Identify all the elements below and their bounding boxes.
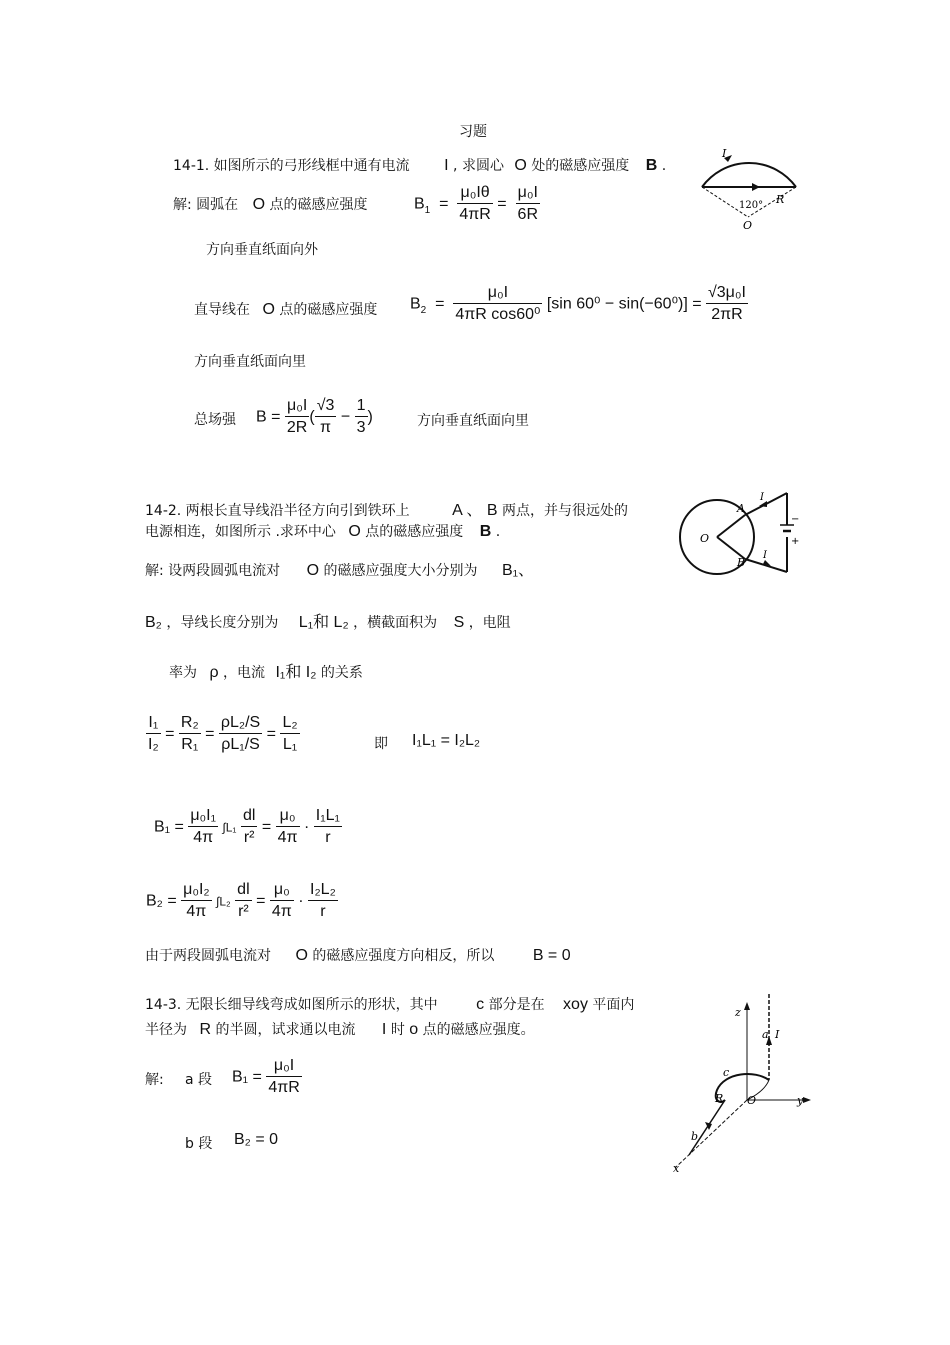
denominator: 3 [356,419,366,436]
segment-a-label: a 段 [185,1072,213,1088]
result: B = 0 [532,947,571,964]
label-o: O [743,219,753,232]
label-a: A [737,502,745,515]
line-text: 的半圆，试求通以电流 [215,1022,356,1038]
denominator: I₂ [148,736,159,753]
fraction [241,806,257,849]
var-b1: B₁、 [501,562,535,579]
numerator: μ₀I [285,396,309,417]
denominator: 4π [271,903,292,920]
line-text: 点的磁感应强度。 [422,1022,535,1038]
denominator: 4πR [459,206,491,223]
numerator: R₂ [179,713,201,734]
numerator: μ₀I₂ [181,880,212,901]
label-y: y [797,1094,804,1107]
direction-text: 方向垂直纸面向里 [417,413,529,429]
numerator: μ₀Iθ [457,183,493,204]
denominator: r [325,829,331,846]
denominator: r² [243,829,255,846]
denominator: 6R [517,206,538,223]
denominator: 4πR [268,1079,300,1096]
equation-total: B = $\frac{\text{μ₀I}}{2R}$ ( $\frac{√3}{\pi}$ − $\frac{1}{3}$ ) [256,396,373,439]
b1-lhs: B₁ = [154,818,184,836]
var-i: I [444,157,449,174]
numerator: I₁L₁ [314,806,342,827]
denominator: 4π [193,829,214,846]
sol-text: ，电流 [223,665,266,681]
x-axis [675,1100,747,1168]
line-text: 点的磁感应强度 [365,524,464,540]
axis-arrow-icon [803,1097,811,1103]
label-plus: + [791,536,800,547]
equation-b2: B₂ = $\frac{\text{μ₀I₂}}{4\pi}$ ∫L₂ $\frac{dl}{\text{r²}}$ = $\frac{\text{μ₀}}{4\pi}$ · $\frac{\text{I₂L₂}}{r}$ [146,880,338,923]
line-text: 点的磁感应强度 [279,302,378,318]
fraction [280,713,299,756]
var-o: O [295,947,308,964]
var-i: I₁和 I₂ [275,664,317,681]
numerator: I₁ [146,713,161,734]
label-b: B [737,556,746,569]
segment-b-label: b 段 [185,1136,213,1152]
denominator: 4π [277,829,298,846]
fraction [181,880,212,923]
arrow-icon [752,183,760,191]
fraction [457,183,493,226]
solution-line [145,557,534,580]
label-x: x [673,1162,680,1175]
denominator: L₁ [282,736,298,753]
var-s: S [453,614,465,631]
header-text: , 求圆心 [453,158,504,174]
sol-text: ，电阻 [468,615,511,631]
arc-wire [702,163,796,187]
figure-14-1 [690,145,810,235]
label-c: c [723,1066,730,1079]
label-o: O [747,1094,757,1107]
var-rho: ρ [209,664,219,681]
fraction [355,396,368,439]
numerator: μ₀I [516,183,540,204]
axis-arrow-icon [744,1002,750,1010]
header-text: 两点，并与很远处的 [501,503,628,519]
problem-14-3-line2 [145,1019,535,1039]
problem-14-2-header [145,497,628,520]
fraction [706,283,748,326]
sol-text: 率为 [169,665,197,681]
sol-text: 的关系 [320,665,363,681]
fraction [516,183,540,226]
numerator: μ₀ [276,806,300,827]
solution-line [145,609,511,632]
problem-14-1-header [173,155,666,175]
denominator: 2R [286,419,308,436]
label-r: R [715,1092,724,1105]
equation-b2: B₂ = 0 [234,1131,279,1148]
var-i: I [381,1021,387,1038]
var-b: B [645,157,658,174]
numerator: 1 [355,396,368,417]
fraction [188,806,218,849]
denominator: π [320,419,332,436]
fraction [270,880,294,923]
b1-lhs: B [414,195,425,213]
solution-line [169,659,363,682]
fraction [276,806,300,849]
line-text: 时 [390,1022,405,1038]
page-title: 习题 [459,124,487,140]
denominator: r [320,903,326,920]
header-text: 14-1. 如图所示的弓形线框中通有电流 [173,158,410,174]
label-i: I [775,1028,780,1041]
solution-label: 解: [145,1072,164,1088]
header-text: 14-2. 两根长直导线沿半径方向引到铁环上 [145,503,410,519]
b2-lhs: B₂ = [146,892,177,910]
denominator: 2πR [711,306,743,323]
numerator: μ₀I₁ [188,806,218,827]
header-text: 处的磁感应强度 [531,158,630,174]
numerator: I₂L₂ [308,880,338,901]
sol-text: 点的磁感应强度 [269,197,368,213]
label-z: z [735,1006,741,1019]
sol-text: 的磁感应强度大小分别为 [323,563,478,579]
denominator: R₁ [181,736,199,753]
numerator: √3 [315,396,337,417]
label-minus: − [791,514,800,525]
problem-14-3-header [145,994,634,1014]
direction-text: 方向垂直纸面向里 [194,354,306,370]
denominator: 4π [186,903,207,920]
wire-a [717,515,745,537]
total-label: 总场强 [194,412,236,428]
denominator: r² [238,903,249,920]
label-b: b [691,1130,699,1143]
sol-text: ，横截面积为 [353,615,438,631]
equation-b1 [232,1056,302,1099]
sol-text: ，导线长度分别为 [166,615,279,631]
figure-14-3 [665,990,815,1175]
b1-lhs: B₁ = [232,1068,262,1086]
var-b2: B₂ [145,614,162,631]
numerator: L₂ [280,713,299,734]
label-i: I [722,147,727,160]
bracket-expr: [sin 60⁰ − sin(−60⁰)] = [546,295,702,313]
var-o: O [306,562,320,579]
fraction [146,713,161,756]
numerator: μ₀ [270,880,294,901]
fraction [235,880,251,923]
line-label [194,299,377,319]
concl-text: 的磁感应强度方向相反，所以 [312,948,495,964]
line-text: 直导线在 [194,302,250,318]
fraction [266,1056,302,1099]
solution-label [173,194,368,214]
equation-b1: B₁ = $\frac{\text{μ₀I₁}}{4\pi}$ ∫L₁ $\frac{dl}{\text{r²}}$ = $\frac{\text{μ₀}}{4\pi}$ · $\frac{\text{I₁L₁}}{r}$ [154,806,342,849]
numerator: dl [235,880,251,901]
numerator: dl [241,806,257,827]
var-b: B [479,523,492,540]
label-o: O [700,532,710,545]
fraction [453,283,542,326]
label-a: a [762,1028,769,1041]
var-o: o [409,1021,419,1038]
sol-text: 解: 设两段圆弧电流对 [145,563,281,579]
var-r: R [199,1021,212,1038]
figure-14-2 [675,488,805,578]
numerator: √3μ₀I [706,283,748,304]
var-o: O [348,523,361,540]
fraction [314,806,342,849]
header-text: 部分是在 [488,997,545,1013]
equation-ratio: $\frac{\text{I₁}}{\text{I₂}}$ = $\frac{\text{R₂}}{\text{R₁}}$ = $\frac{\text{ρL₂/S}}{\text{ρL₁/S}}$ = $\frac{\text{L₂}}{\text{L₁}}$ [146,713,300,756]
var-l: L₁和 L₂ [298,614,349,631]
integral: ∫L₂ [216,894,231,909]
fraction [219,713,262,756]
fraction [285,396,309,439]
line-text: 电源相连，如图所示 .求环中心 [145,524,336,540]
label-i: I [760,492,764,503]
label-angle: 120° [739,200,764,211]
ji-label: 即 [374,736,388,752]
concl-text: 由于两段圆弧电流对 [145,948,271,964]
period: . [495,524,501,540]
problem-14-2-line2 [145,521,500,541]
equation-b1: $B_1$ = $\frac{\text{μ₀Iθ}}{4\pi R}$ = $\frac{\text{μ₀I}}{6R}$ [414,183,540,226]
denominator: ρL₁/S [221,736,260,753]
integral: ∫L₁ [222,820,237,835]
var-o: O [252,196,266,213]
line-text: 半径为 [145,1022,187,1038]
numerator: ρL₂/S [219,713,262,734]
var-xoy: xoy [563,996,588,1013]
equation-b2: $B_2$ = $\frac{\text{μ₀I}}{\text{4πR cos60⁰}}$ [sin 60⁰ − sin(−60⁰)] = $\frac{\text{√3μ₀I}}{2\pi R}$ [410,283,748,326]
label-r: R [776,193,785,206]
var-o: O [262,301,275,318]
fraction [315,396,337,439]
conclusion [145,945,571,965]
header-text: 平面内 [592,997,635,1013]
fraction [179,713,201,756]
label-i: I [763,550,767,561]
numerator: μ₀I [266,1056,302,1077]
denominator: 4πR cos60⁰ [455,306,541,323]
equation-relation: I₁L₁ = I₂L₂ [412,732,481,749]
period: . [661,158,667,174]
wire-b [689,1100,725,1155]
points-ab: A 、 B [452,502,498,519]
numerator: μ₀I [453,283,542,304]
direction-text: 方向垂直纸面向外 [206,242,318,258]
fraction [308,880,338,923]
var-c: c [476,996,485,1013]
var-o: O [514,157,527,174]
header-text: 14-3. 无限长细导线弯成如图所示的形状，其中 [145,997,438,1013]
sol-text: 解: 圆弧在 [173,197,239,213]
